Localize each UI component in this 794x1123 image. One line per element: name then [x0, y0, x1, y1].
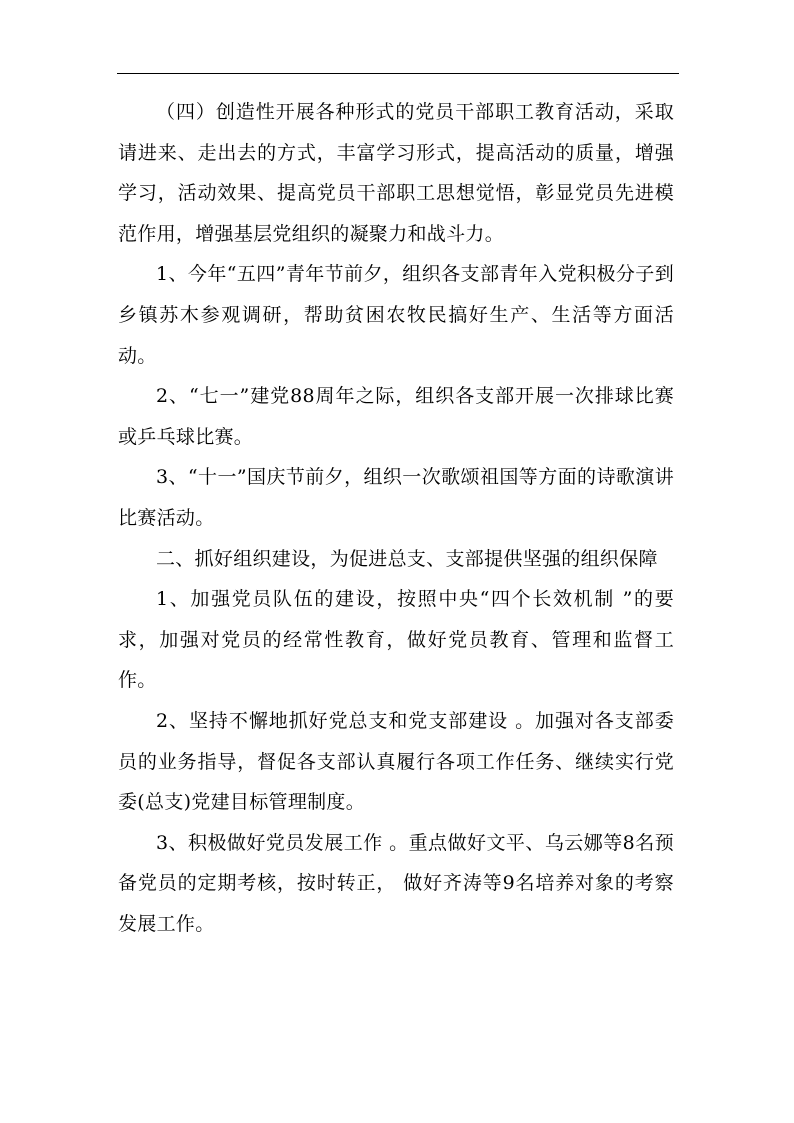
section-heading-organization: 二、抓好组织建设，为促进总支、支部提供坚强的组织保障: [156, 547, 658, 570]
document-body: [118, 92, 674, 944]
header-rule: [117, 73, 679, 74]
paragraph-item-member-development: 3、积极做好党员发展工作 。重点做好文平、乌云娜等8名预备党员的定期考核，按时转正， 做好齐涛等9名培养对象的考察发展工作。: [118, 831, 674, 935]
paragraph-item-party-team: 1、加强党员队伍的建设，按照中央“四个长效机制 ”的要求，加强对党员的经常性教育，做好党员教育、管理和监督工作。: [118, 588, 674, 692]
paragraph-education-activities: （四）创造性开展各种形式的党员干部职工教育活动，采取请进来、走出去的方式，丰富学习形式，提高活动的质量，增强学习，活动效果、提高党员干部职工思想觉悟，彰显党员先进模范作用，增强基层党组织的凝聚力和战斗力。: [118, 101, 674, 245]
paragraph-item-national-day: 3、“十一”国庆节前夕，组织一次歌颂祖国等方面的诗歌演讲比赛活动。: [118, 466, 674, 529]
paragraph-item-may-fourth: 1、今年“五四”青年节前夕，组织各支部青年入党积极分子到乡镇苏木参观调研，帮助贫困农牧民搞好生产、生活等方面活动。: [118, 263, 674, 367]
paragraph-item-branch-building: 2、坚持不懈地抓好党总支和党支部建设 。加强对各支部委员的业务指导，督促各支部认真履行各项工作任务、继续实行党委(总支)党建目标管理制度。: [118, 709, 674, 814]
paragraph-item-july-first: 2、“七一”建党88周年之际，组织各支部开展一次排球比赛或乒乓球比赛。: [118, 385, 674, 448]
